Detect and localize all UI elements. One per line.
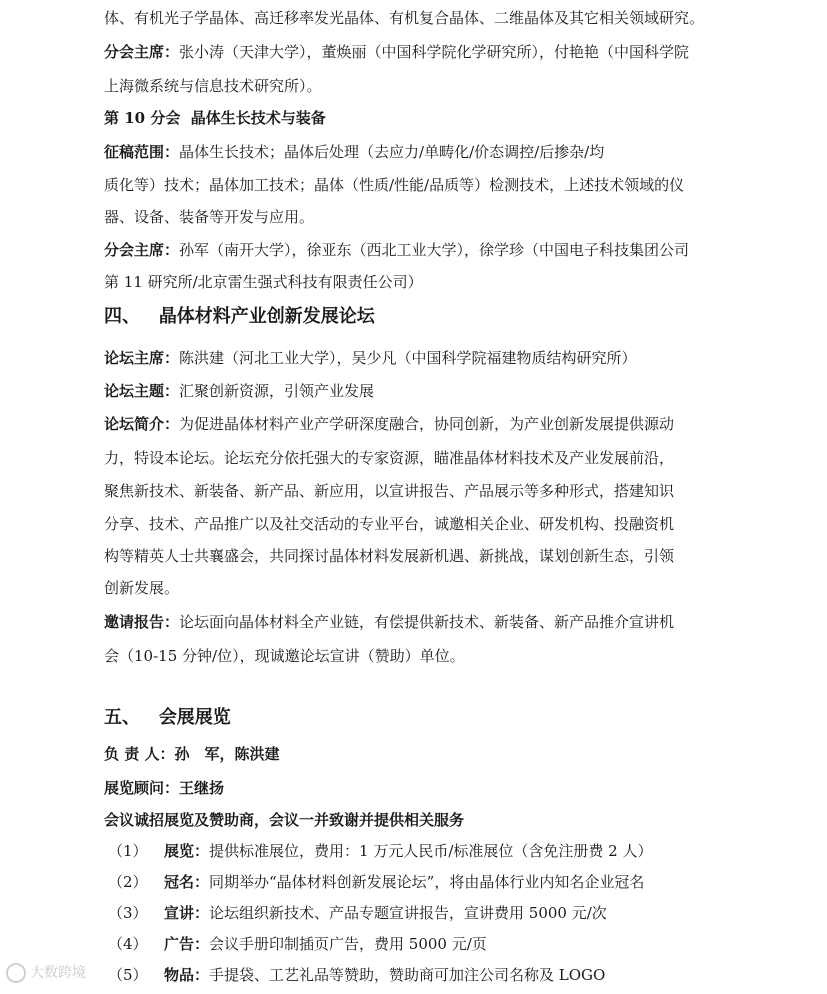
field-label: 分会主席： bbox=[104, 43, 180, 61]
field-value: 张小涛（天津大学），董焕丽（中国科学院化学研究所），付艳艳（中国科学院 bbox=[179, 43, 690, 61]
list-item bbox=[108, 934, 487, 954]
field-label: 分会主席： bbox=[104, 241, 180, 259]
sponsor-intro: 会议诚招展览及赞助商，会议一并致谢并提供相关服务 bbox=[104, 811, 465, 829]
field-value: 汇聚创新资源，引领产业发展 bbox=[179, 382, 375, 400]
watermark-text: 大数跨境 bbox=[30, 965, 86, 981]
field-label: 论坛主题： bbox=[104, 382, 180, 400]
text-line: 会（10-15 分钟/位），现诚邀论坛宣讲（赞助）单位。 bbox=[104, 647, 465, 665]
item-text: 手提袋、工艺礼品等赞助，赞助商可加注公司名称及 LOGO bbox=[209, 966, 606, 984]
item-number: （3） bbox=[108, 904, 148, 922]
field-value: 晶体生长技术；晶体后处理（去应力/单畴化/价态调控/后掺杂/均 bbox=[179, 143, 605, 161]
section-number: 五、 bbox=[104, 707, 140, 728]
section-heading bbox=[104, 307, 375, 327]
item-text: 论坛组织新技术、产品专题宣讲报告，宣讲费用 5000 元/次 bbox=[209, 904, 607, 922]
text-line: 体、有机光子学晶体、高迁移率发光晶体、有机复合晶体、二维晶体及其它相关领域研究。 bbox=[104, 9, 705, 27]
field-value: 孙军（南开大学），徐亚东（西北工业大学），徐学珍（中国电子科技集团公司 bbox=[179, 241, 690, 259]
item-text: 会议手册印制插页广告，费用 5000 元/页 bbox=[209, 935, 487, 953]
list-item bbox=[108, 872, 644, 892]
item-label: 冠名： bbox=[164, 873, 210, 891]
field-label: 论坛简介： bbox=[104, 415, 180, 433]
item-text: 同期举办“晶体材料创新发展论坛”，将由晶体行业内知名企业冠名 bbox=[209, 873, 645, 891]
item-label: 展览： bbox=[164, 842, 210, 860]
watermark bbox=[6, 962, 86, 983]
item-number: （4） bbox=[108, 935, 148, 953]
text-line: 上海微系统与信息技术研究所）。 bbox=[104, 77, 322, 95]
text-line: 创新发展。 bbox=[104, 579, 180, 597]
section-title: 会展展览 bbox=[158, 707, 231, 728]
field-label: 负 责 人： bbox=[104, 745, 175, 763]
session-title: 晶体生长技术与装备 bbox=[190, 109, 326, 127]
text-line: 器、设备、装备等开发与应用。 bbox=[104, 208, 315, 226]
session-chairs bbox=[104, 42, 689, 62]
forum-chairs bbox=[104, 348, 637, 368]
item-number: （2） bbox=[108, 873, 148, 891]
item-label: 广告： bbox=[164, 935, 210, 953]
field-value: 王继扬 bbox=[179, 779, 225, 797]
item-number: （5） bbox=[108, 966, 148, 984]
person-in-charge bbox=[104, 744, 279, 764]
field-label: 征稿范围： bbox=[104, 143, 180, 161]
item-number: （1） bbox=[108, 842, 148, 860]
section-number: 四、 bbox=[104, 306, 140, 327]
forum-theme bbox=[104, 381, 374, 401]
list-item bbox=[108, 841, 652, 861]
watermark-logo-icon bbox=[6, 963, 26, 983]
list-item bbox=[108, 903, 607, 923]
forum-intro bbox=[104, 414, 674, 434]
text-line: 聚焦新技术、新装备、新产品、新应用，以宣讲报告、产品展示等多种形式，搭建知识 bbox=[104, 482, 675, 500]
text-line: 质化等）技术；晶体加工技术；晶体（性质/性能/品质等）检测技术，上述技术领域的仪 bbox=[104, 176, 685, 194]
text-line: 力，特设本论坛。论坛充分依托强大的专家资源，瞄准晶体材料技术及产业发展前沿， bbox=[104, 449, 675, 467]
field-label: 展览顾问： bbox=[104, 779, 180, 797]
field-value: 陈洪建（河北工业大学），吴少凡（中国科学院福建物质结构研究所） bbox=[179, 349, 637, 367]
field-value: 为促进晶体材料产业产学研深度融合，协同创新，为产业创新发展提供源动 bbox=[179, 415, 675, 433]
field-label: 论坛主席： bbox=[104, 349, 180, 367]
item-text: 提供标准展位，费用：1 万元人民币/标准展位（含免注册费 2 人） bbox=[209, 842, 653, 860]
field-value: 孙 军，陈洪建 bbox=[174, 745, 280, 763]
section-heading bbox=[104, 708, 231, 728]
text-line: 分享、技术、产品推广以及社交活动的专业平台，诚邀相关企业、研发机构、投融资机 bbox=[104, 515, 675, 533]
invited-talks bbox=[104, 612, 674, 632]
session-heading bbox=[104, 108, 326, 128]
item-label: 宣讲： bbox=[164, 904, 210, 922]
session-chairs bbox=[104, 240, 689, 260]
text-line: 第 11 研究所/北京雷生强式科技有限责任公司） bbox=[104, 273, 423, 291]
session-number: 第 10 分会 bbox=[104, 109, 181, 127]
call-scope bbox=[104, 142, 604, 162]
field-label: 邀请报告： bbox=[104, 613, 180, 631]
field-value: 论坛面向晶体材料全产业链，有偿提供新技术、新装备、新产品推介宣讲机 bbox=[179, 613, 675, 631]
list-item bbox=[108, 965, 605, 985]
text-line: 构等精英人士共襄盛会，共同探讨晶体材料发展新机遇、新挑战，谋划创新生态，引领 bbox=[104, 547, 675, 565]
exhibition-advisor bbox=[104, 778, 224, 798]
item-label: 物品： bbox=[164, 966, 210, 984]
section-title: 晶体材料产业创新发展论坛 bbox=[158, 306, 375, 327]
